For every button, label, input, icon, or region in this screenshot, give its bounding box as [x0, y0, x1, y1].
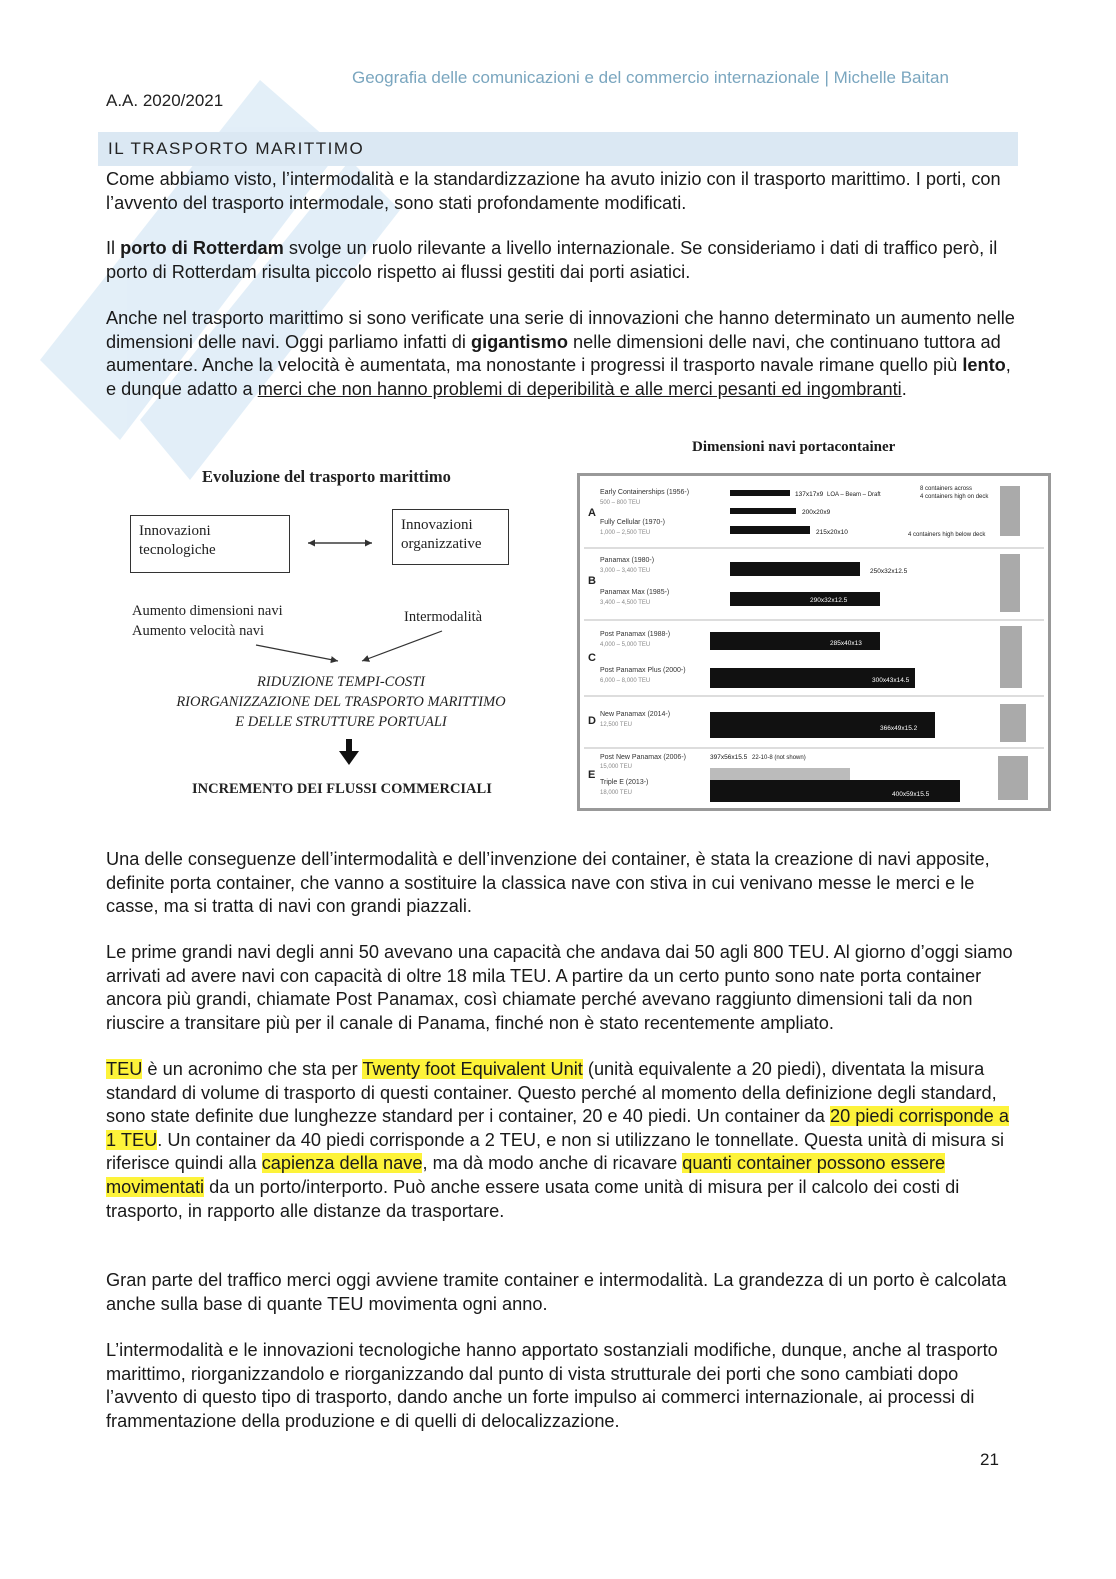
ship-dims: 137x17x9 — [795, 491, 824, 498]
bold-porto-rotterdam: porto di Rotterdam — [120, 238, 284, 258]
section-title: IL TRASPORTO MARITTIMO — [108, 139, 365, 158]
effect-dimensioni: Aumento dimensioni navi — [132, 603, 283, 619]
ship-capacity: 12,500 TEU — [600, 722, 632, 728]
ship-name: Post Panamax (1988-) — [600, 631, 671, 638]
ship-name: New Panamax (2014-) — [600, 711, 671, 718]
note-below: 4 containers high below deck — [908, 532, 986, 538]
loa-note: LOA – Beam – Draft — [827, 492, 881, 498]
header-course-title: Geografia delle comunicazioni e del commercio internazionale | Michelle Baitan — [352, 68, 949, 87]
paragraph-capacity: Le prime grandi navi degli anni 50 avevano una capacità che andava dai 50 agli 800 TEU. Al giorno d’oggi siamo arrivati ad avere navi con capacità di oltre 18 mila TEU. A partire da un certo punto sono nate porta container ancora più grandi, chiamate Post Panamax, così chiamate perché avevano raggiunto dimensioni tali da non riuscire a transitare più per il canale di Panama, finché non è stato recentemente ampliato. — [106, 942, 1013, 1033]
effect-velocita: Aumento velocità navi — [132, 623, 265, 639]
ship-silhouette — [730, 490, 790, 496]
result-final: INCREMENTO DEI FLUSSI COMMERCIALI — [192, 781, 492, 797]
page-number: 21 — [980, 1450, 999, 1469]
diagram-arrows — [126, 463, 556, 813]
ship-dims: 300x43x14.5 — [872, 677, 910, 684]
ship-name: Fully Cellular (1970-) — [600, 519, 665, 526]
ship-dims-2: 200x20x9 — [802, 509, 831, 516]
header-academic-year: A.A. 2020/2021 — [106, 91, 224, 110]
ships-illustration — [580, 476, 1048, 808]
ship-dims: 397x56x15.5 — [710, 754, 748, 761]
ship-silhouette — [730, 508, 796, 514]
ship-dims: 215x20x10 — [816, 529, 848, 536]
box-innovazioni-organizzative: Innovazioni organizzative — [392, 509, 509, 565]
result-line-1: RIDUZIONE TEMPI-COSTI — [257, 674, 425, 690]
paragraph-rotterdam: Il porto di Rotterdam svolge un ruolo rilevante a livello internazionale. Se consideriamo i dati di traffico però, il porto di Rotterdam risulta piccolo rispetto ai flussi gestiti dai porti asiatici. — [106, 238, 998, 282]
note-across: 8 containers across — [920, 486, 973, 492]
highlight-twenty-foot: Twenty foot Equivalent Unit — [362, 1059, 583, 1079]
ship-capacity: 4,000 – 5,000 TEU — [600, 642, 651, 648]
ship-silhouette — [730, 562, 860, 576]
group-a-label: A — [588, 507, 596, 519]
figure-ships-chart — [577, 473, 1051, 811]
ship-dims: 285x40x13 — [830, 640, 862, 647]
ship-capacity: 15,000 TEU — [600, 764, 632, 770]
ship-capacity: 500 – 800 TEU — [600, 500, 641, 506]
group-e-label: E — [588, 769, 596, 781]
group-c-label: C — [588, 652, 596, 664]
ship-capacity: 1,000 – 2,500 TEU — [600, 530, 651, 536]
container-stack — [1000, 704, 1026, 742]
paragraph-traffic: Gran parte del traffico merci oggi avviene tramite container e intermodalità. La grandezza di un porto è calcolata anche sulla base di quante TEU movimenta ogni anno. — [106, 1270, 1007, 1314]
container-stack — [1000, 554, 1020, 612]
container-stack — [998, 756, 1028, 800]
ship-capacity: 3,400 – 4,500 TEU — [600, 600, 651, 606]
ship-silhouette — [710, 768, 850, 780]
container-stack — [1000, 486, 1020, 536]
ship-dims: 250x32x12.5 — [870, 568, 908, 575]
highlight-movimentati: quanti container possono essere movimentati — [106, 1153, 946, 1197]
ship-dims: 366x49x15.2 — [880, 725, 918, 732]
ship-capacity: 3,000 – 3,400 TEU — [600, 568, 651, 574]
paragraph-container-ships: Una delle conseguenze dell’intermodalità e dell’invenzione dei container, è stata la creazione di navi apposite, definite porta container, che vanno a sostituire la classica nave con stiva in cui venivano messe le merci e le casse, ma si tratta di navi con grandi piazzali. — [106, 849, 990, 917]
paragraph-innovations: Anche nel trasporto marittimo si sono verificate una serie di innovazioni che hanno determinato un aumento nelle dimensioni delle navi. Oggi parliamo infatti di gigantismo nelle dimensioni delle navi, che continuano tuttora ad aumentare. Anche la velocità è aumentata, ma nonostante i progressi il trasporto navale rimane quello più lento, e dunque adatto a merci che non hanno problemi di deperibilità e alle merci pesanti ed ingombranti. — [106, 308, 1015, 399]
paragraph-intro: Come abbiamo visto, l’intermodalità e la standardizzazione ha avuto inizio con il trasporto marittimo. I porti, con l’avvento del trasporto intermodale, sono stati profondamente modificati. — [106, 169, 1001, 213]
ship-dims: 400x59x15.5 — [892, 791, 930, 798]
post-new-note: 22-10-8 (not shown) — [752, 755, 806, 761]
ship-silhouette — [730, 592, 880, 606]
figure-evolution-diagram — [126, 463, 556, 813]
highlight-teu: TEU — [106, 1059, 143, 1079]
group-b-label: B — [588, 575, 596, 587]
highlight-20-piedi: 20 piedi corrisponde a 1 TEU — [106, 1106, 1009, 1150]
container-stack — [1000, 626, 1022, 688]
paragraph-conclusion: L’intermodalità e le innovazioni tecnologiche hanno apportato sostanziali modifiche, dunque, anche al trasporto marittimo, riorganizzandolo e riorganizzando dal punto di vista strutturale dei porti che sono cambiati dopo l’avvento di questo tipo di trasporto, dando anche un forte impulso ai commerci internazionale, ai processi di frammentazione della produzione e di quelli di delocalizzazione. — [106, 1340, 998, 1431]
ship-name: Post Panamax Plus (2000-) — [600, 667, 686, 674]
result-line-3: E DELLE STRUTTURE PORTUALI — [235, 714, 447, 730]
ship-name: Early Containerships (1956-) — [600, 489, 690, 496]
ship-silhouette — [730, 526, 810, 534]
ship-name: Panamax (1980-) — [600, 557, 655, 564]
result-line-2: RIORGANIZZAZIONE DEL TRASPORTO MARITTIMO — [176, 694, 506, 710]
highlight-capienza: capienza della nave — [261, 1153, 423, 1174]
paragraph-teu: TEU è un acronimo che sta per Twenty foot Equivalent Unit (unità equivalente a 20 piedi), diventata la misura standard di volume di trasporto di questi container. Questo perché al momento della definizione degli standard, sono state definite due lunghezze standard per i container, 20 e 40 piedi. Un container da 20 piedi corrisponde a 1 TEU. Un container da 40 piedi corrisponde a 2 TEU, e non si utilizzano le tonnellate. Questa unità di misura si riferisce quindi alla capienza della nave, ma dà modo anche di ricavare quanti container possono essere movimentati da un porto/interporto. Può anche essere usata come unità di misura per il calcolo dei costi di trasporto, in rapporto alle distanze da trasportare. — [106, 1059, 1009, 1221]
ship-capacity: 18,000 TEU — [600, 790, 632, 796]
note-high: 4 containers high on deck — [920, 494, 989, 500]
ship-dims: 290x32x12.5 — [810, 597, 848, 604]
ship-name: Triple E (2013-) — [600, 779, 649, 786]
box-innovazioni-tecnologiche: Innovazioni tecnologiche — [130, 515, 290, 573]
ship-capacity: 6,000 – 8,000 TEU — [600, 678, 651, 684]
effect-intermodalita: Intermodalità — [404, 609, 483, 625]
figure-evolution-title: Evoluzione del trasporto marittimo — [202, 467, 451, 486]
group-d-label: D — [588, 715, 596, 727]
ship-name: Panamax Max (1985-) — [600, 589, 670, 596]
ship-name: Post New Panamax (2006-) — [600, 754, 686, 761]
figure-ships-title: Dimensioni navi portacontainer — [692, 439, 896, 455]
